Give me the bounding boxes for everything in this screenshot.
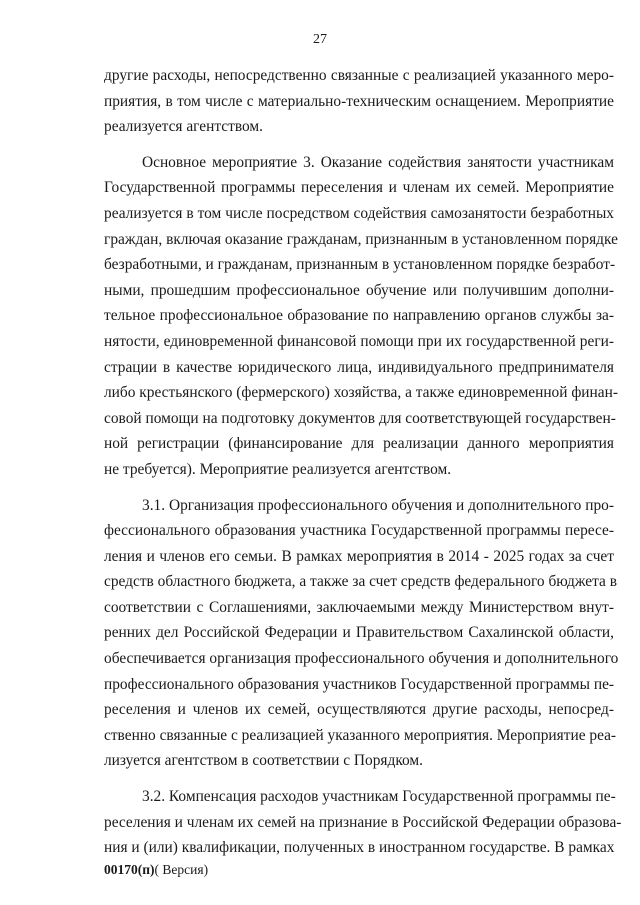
- paragraph-2-line: страции в качестве юридического лица, индивидуального предпринимателя: [104, 358, 614, 376]
- paragraph-3-line: лизуется агентством в соответствии с Порядком.: [104, 752, 424, 770]
- document-version: ( Версия): [154, 862, 209, 877]
- document-code: 00170(п): [104, 862, 155, 877]
- paragraph-1-line: приятия, в том числе с материально-техническим оснащением. Мероприятие: [104, 92, 614, 110]
- paragraph-2-line: нятости, единовременной финансовой помощи при их государственной реги-: [104, 332, 614, 350]
- paragraph-3-line: ственно связанные с реализацией указанного мероприятия. Мероприятие реа-: [104, 726, 617, 744]
- paragraph-3-line: соответствии с Соглашениями, заключаемыми между Министерством внут-: [104, 598, 614, 616]
- paragraph-3-line: реселения и членов их семей, осуществляются другие расходы, непосред-: [104, 701, 614, 719]
- paragraph-3-line: фессионального образования участника Государственной программы пересе-: [104, 522, 614, 540]
- paragraph-3-line: обеспечивается организация профессионального обучения и дополнительного: [104, 650, 619, 668]
- paragraph-2-line: Основное мероприятие 3. Оказание содействия занятости участникам: [142, 153, 614, 171]
- paragraph-4-line: 3.2. Компенсация расходов участникам Государственной программы пе-: [142, 788, 616, 806]
- paragraph-3-line: ренних дел Российской Федерации и Правительством Сахалинской области,: [104, 624, 614, 642]
- paragraph-2-line: Государственной программы переселения и членам их семей. Мероприятие: [104, 179, 614, 197]
- paragraph-2-line: тельное профессиональное образование по направлению органов службы за-: [104, 307, 614, 325]
- paragraph-3-line: профессионального образования участников Государственной программы пе-: [104, 675, 615, 693]
- paragraph-3-line: ления и членов его семьи. В рамках мероприятия в 2014 - 2025 годах за счет: [104, 547, 614, 565]
- paragraph-2-line: ной регистрации (финансирование для реализации данного мероприятия: [104, 435, 614, 453]
- paragraph-1-line: реализуется агентством.: [104, 118, 263, 136]
- paragraph-2-line: реализуется в том числе посредством содействия самозанятости безработных: [104, 204, 614, 222]
- paragraph-1-line: другие расходы, непосредственно связанные с реализацией указанного меро-: [104, 67, 614, 84]
- paragraph-3-line: 3.1. Организация профессионального обучения и дополнительного про-: [142, 496, 614, 514]
- document-footer: [104, 862, 208, 878]
- paragraph-3-line: средств областного бюджета, а также за счет средств федерального бюджета в: [104, 573, 617, 591]
- page-number: 27: [313, 32, 327, 47]
- paragraph-2-line: граждан, включая оказание гражданам, признанным в установленном порядке: [104, 230, 618, 248]
- paragraph-2-line: либо крестьянского (фермерского) хозяйства, а также единовременной финан-: [104, 384, 618, 402]
- paragraph-4-line: реселения и членам их семей на признание в Российской Федерации образова-: [104, 813, 622, 831]
- paragraph-2-line: ными, прошедшим профессиональное обучение или получившим дополни-: [104, 281, 614, 299]
- paragraph-2-line: безработными, и гражданам, признанным в установленном порядке безработ-: [104, 256, 616, 274]
- paragraph-2-line: не требуется). Мероприятие реализуется агентством.: [104, 460, 452, 478]
- document-body: [104, 63, 622, 861]
- paragraph-2-line: совой помощи на подготовку документов для соответствующей государствен-: [104, 409, 616, 427]
- paragraph-4-line: ния и (или) квалификации, полученных в иностранном государстве. В рамках: [104, 839, 615, 857]
